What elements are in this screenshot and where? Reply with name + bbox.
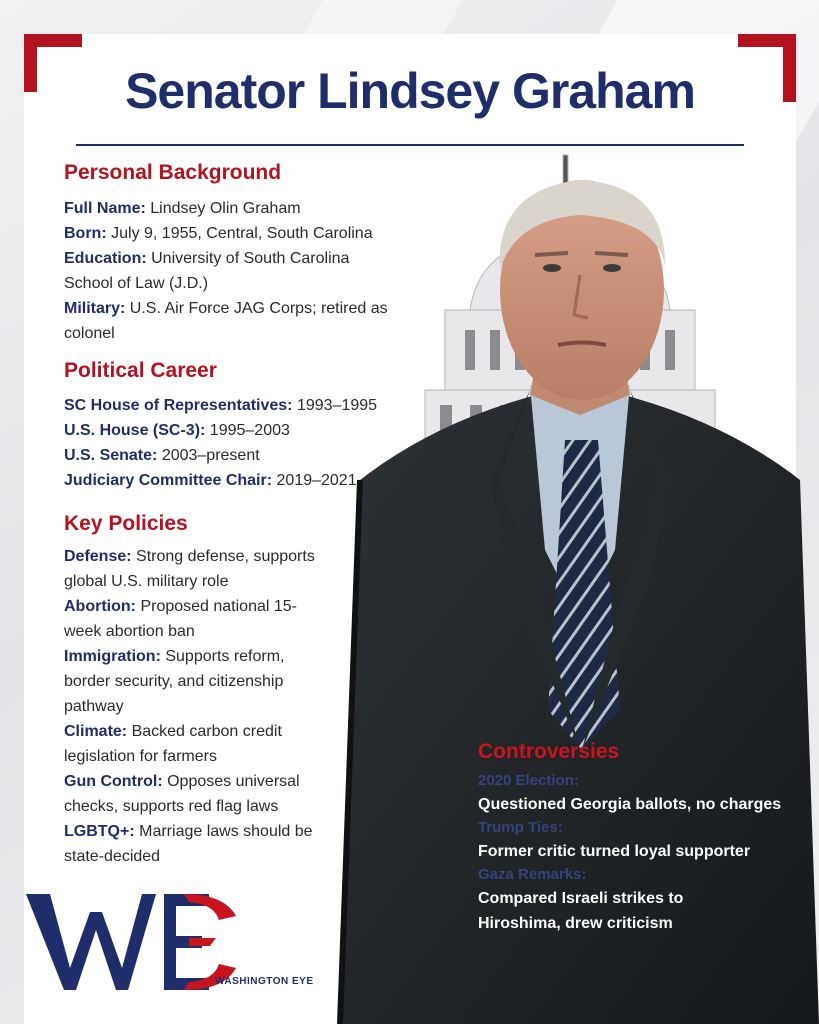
list-item: Abortion: Proposed national 15-week abortion ban — [64, 598, 297, 640]
list-item: Born: July 9, 1955, Central, South Carolina — [64, 225, 373, 242]
page-title: Senator Lindsey Graham — [125, 63, 695, 119]
controversy-label: Gaza Remarks: — [478, 866, 587, 883]
political-career-list — [64, 393, 424, 493]
list-item: U.S. House (SC-3): 1995–2003 — [64, 422, 290, 439]
controversy-label: 2020 Election: — [478, 772, 579, 789]
list-item: Immigration: Supports reform, border security, and citizenship pathway — [64, 648, 285, 715]
personal-background-list — [64, 196, 414, 346]
key-policies-heading: Key Policies — [64, 512, 188, 535]
list-item: U.S. Senate: 2003–present — [64, 447, 260, 464]
controversy-text: Former critic turned loyal supporter — [478, 843, 751, 860]
list-item: Defense: Strong defense, supports global U.S. military role — [64, 548, 315, 590]
list-item: Climate: Backed carbon credit legislation for farmers — [64, 723, 282, 765]
list-item: Judiciary Committee Chair: 2019–2021 — [64, 472, 357, 489]
list-item: Gun Control: Opposes universal checks, supports red flag laws — [64, 773, 300, 815]
controversy-text: Questioned Georgia ballots, no charges — [478, 796, 782, 813]
logo-wordmark: WASHINGTON EYE — [215, 976, 314, 987]
list-item: Education: University of South Carolina School of Law (J.D.) — [64, 250, 350, 292]
political-career-heading: Political Career — [64, 359, 217, 382]
list-item: Full Name: Lindsey Olin Graham — [64, 200, 301, 217]
list-item: Military: U.S. Air Force JAG Corps; retired as colonel — [64, 300, 388, 342]
list-item: LGBTQ+: Marriage laws should be state-decided — [64, 823, 313, 865]
title-divider — [76, 144, 744, 146]
list-item: SC House of Representatives: 1993–1995 — [64, 397, 378, 414]
controversies-panel — [478, 740, 808, 936]
controversies-heading: Controversies — [478, 740, 620, 763]
controversy-text: Compared Israeli strikes to Hiroshima, drew criticism — [478, 890, 684, 932]
key-policies-list — [64, 544, 334, 869]
personal-background-heading: Personal Background — [64, 161, 282, 184]
controversy-label: Trump Ties: — [478, 819, 563, 836]
